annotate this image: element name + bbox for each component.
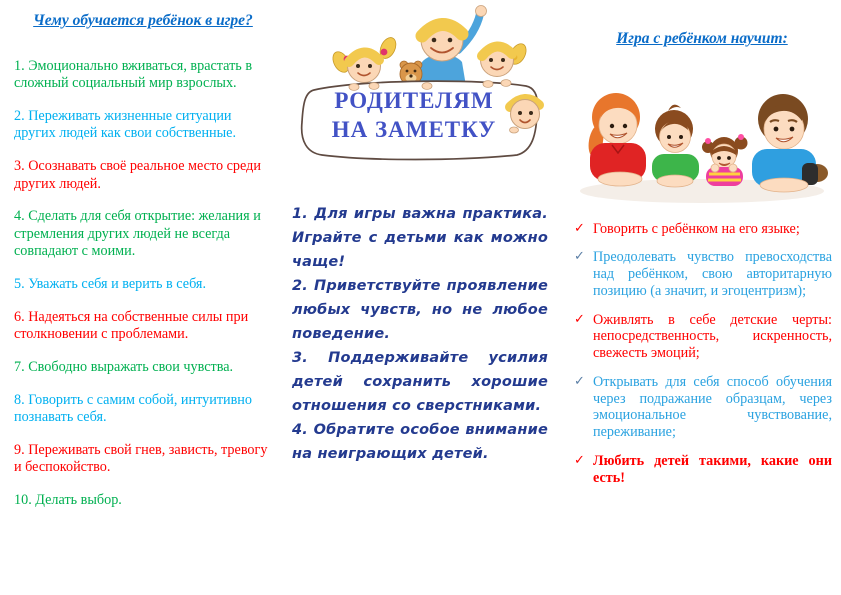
list-item: 1. Эмоционально вживаться, врастать в сложный социальный мир взрослых.	[14, 57, 253, 92]
checkmark-icon: ✓	[574, 452, 585, 468]
checklist-item-text: Преодолевать чувство превосходства над ребёнком, свою авторитарную позицию (а значит, и эгоцентризм);	[593, 249, 832, 299]
tips-list	[292, 202, 548, 466]
kids-banner-illustration	[292, 2, 548, 168]
tip-item: 4. Обратите особое внимание на неиграющих детей.	[292, 422, 548, 462]
middle-panel	[292, 2, 548, 466]
right-panel	[572, 30, 832, 498]
checkmark-icon: ✓	[574, 373, 585, 389]
right-heading: Игра с ребёнком научит:	[616, 30, 788, 47]
checklist-item-text: Любить детей такими, какие они есть!	[593, 452, 832, 486]
checkmark-icon: ✓	[574, 311, 585, 327]
list-item: 7. Свободно выражать свои чувства.	[14, 358, 234, 375]
list-item: 9. Переживать свой гнев, зависть, тревогу и беспокойство.	[14, 441, 268, 476]
brochure-title-line1: РОДИТЕЛЯМ	[334, 88, 494, 113]
brochure-title	[310, 86, 518, 145]
benefits-checklist	[572, 221, 832, 487]
checklist-item	[572, 249, 832, 299]
learning-list	[14, 58, 272, 510]
tip-item: 1. Для игры важна практика. Играйте с детьми как можно чаще!	[292, 206, 548, 270]
list-item: 5. Уважать себя и верить в себя.	[14, 276, 207, 293]
left-panel	[14, 12, 272, 525]
checklist-item	[572, 374, 832, 441]
left-heading: Чему обучается ребёнок в игре?	[33, 12, 253, 29]
checklist-item	[572, 221, 832, 238]
brochure-title-line2: НА ЗАМЕТКУ	[331, 117, 497, 143]
family-illustration	[574, 67, 830, 209]
cartoon-family-illustration	[574, 67, 830, 209]
list-item: 3. Осознавать своё реальное место среди других людей.	[14, 158, 261, 192]
list-item: 2. Переживать жизненные ситуации других людей как свои собственные.	[14, 107, 237, 142]
tip-item: 3. Поддерживайте усилия детей сохранить хорошие отношения со сверстниками.	[292, 350, 548, 414]
checkmark-icon: ✓	[574, 249, 585, 265]
list-item: 4. Сделать для себя открытие: желания и стремления других людей не всегда совпадают с моими.	[14, 208, 261, 260]
checklist-item-text: Открывать для себя способ обучения через подражание образцам, через эмоциональное чувствование, переживание;	[593, 373, 832, 441]
tip-item: 2. Приветствуйте проявление любых чувств, но не любое поведение.	[292, 278, 548, 342]
checkmark-icon: ✓	[574, 220, 585, 236]
list-item: 6. Надеяться на собственные силы при столкновении с проблемами.	[14, 308, 249, 343]
checklist-item-text: Оживлять в себе детские черты: непосредственность, искренность, свежесть эмоций;	[593, 311, 832, 362]
list-item: 8. Говорить с самим собой, интуитивно познавать себя.	[14, 391, 252, 426]
checklist-item	[572, 312, 832, 362]
checklist-item-text: Говорить с ребёнком на его языке;	[593, 220, 800, 237]
list-item: 10. Делать выбор.	[14, 491, 122, 508]
checklist-item	[572, 453, 832, 487]
